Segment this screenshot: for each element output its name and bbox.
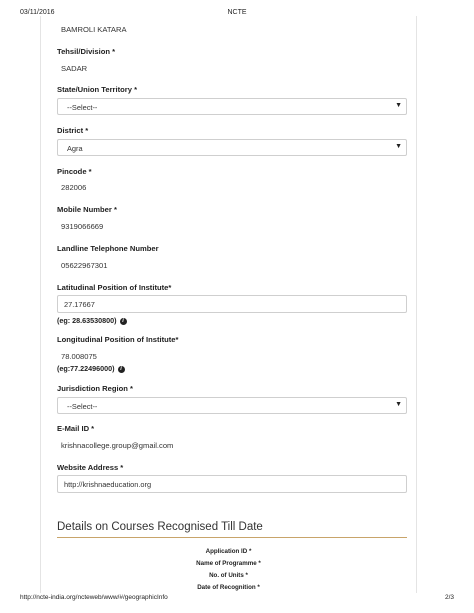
chevron-down-icon: ▼ <box>395 102 402 109</box>
landline-label: Landline Telephone Number <box>57 244 159 253</box>
recognition-date-label: Date of Recognition * <box>197 584 260 591</box>
district-selected: Agra <box>67 144 83 153</box>
section-divider <box>57 537 407 538</box>
pincode-label: Pincode * <box>57 167 92 176</box>
jurisdiction-selected: --Select-- <box>67 402 98 411</box>
website-label: Website Address * <box>57 463 124 472</box>
latitude-input[interactable] <box>64 299 394 309</box>
chevron-down-icon: ▼ <box>395 401 402 408</box>
programme-name-label: Name of Programme * <box>196 560 261 567</box>
courses-section-title: Details on Courses Recognised Till Date <box>57 521 263 533</box>
website-input[interactable] <box>64 479 394 489</box>
district-label: District * <box>57 126 89 135</box>
jurisdiction-select[interactable] <box>57 397 407 414</box>
pincode-value: 282006 <box>61 183 87 192</box>
geographic-info-form <box>40 16 417 593</box>
units-label: No. of Units * <box>209 572 248 579</box>
latitude-field[interactable] <box>57 295 407 313</box>
print-footer <box>20 594 454 606</box>
info-icon[interactable]: i <box>118 366 125 373</box>
latitude-hint-text: (eg: 28.63530800) <box>57 316 117 325</box>
address-value: BAMROLI KATARA <box>61 25 127 34</box>
application-id-label: Application ID * <box>205 548 252 555</box>
jurisdiction-label: Jurisdiction Region * <box>57 384 133 393</box>
chevron-down-icon: ▼ <box>395 143 402 150</box>
page-number: 2/3 <box>444 594 454 601</box>
mobile-label: Mobile Number * <box>57 205 117 214</box>
state-select[interactable] <box>57 98 407 115</box>
longitude-hint-text: (eg:77.22496000) <box>57 364 115 373</box>
info-icon[interactable]: i <box>120 318 127 325</box>
print-url: http://ncte-india.org/ncteweb/www/#/geographicInfo <box>20 594 168 601</box>
longitude-value: 78.008075 <box>61 352 97 361</box>
latitude-hint <box>57 316 127 325</box>
district-select[interactable] <box>57 139 407 156</box>
longitude-hint <box>57 364 125 373</box>
state-selected: --Select-- <box>67 103 98 112</box>
website-field[interactable] <box>57 475 407 493</box>
email-value: krishnacollege.group@gmail.com <box>61 441 174 450</box>
print-title: NCTE <box>227 9 247 16</box>
landline-value: 05622967301 <box>61 261 108 270</box>
tehsil-label: Tehsil/Division * <box>57 47 116 56</box>
print-date: 03/11/2016 <box>20 9 55 16</box>
state-label: State/Union Territory * <box>57 85 138 94</box>
email-label: E-Mail ID * <box>57 424 95 433</box>
tehsil-value: SADAR <box>61 64 88 73</box>
mobile-value: 9319066669 <box>61 222 104 231</box>
longitude-label: Longitudinal Position of Institute* <box>57 335 179 344</box>
latitude-label: Latitudinal Position of Institute* <box>57 283 172 292</box>
